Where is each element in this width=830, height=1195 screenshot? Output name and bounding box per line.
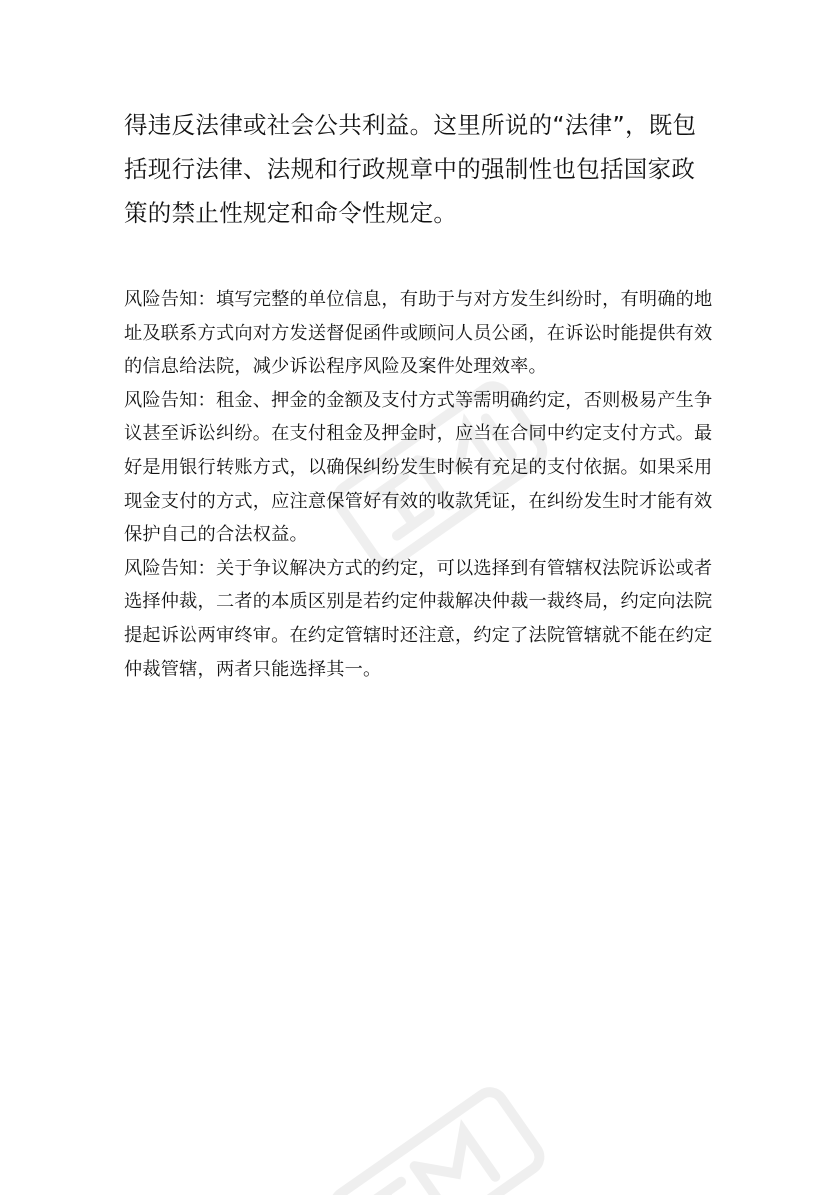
risk-notice-2: 风险告知：租金、押金的金额及支付方式等需明确约定，否则极易产生争议甚至诉讼纠纷。在支付租金及押金时，应当在合同中约定支付方式。最好是用银行转账方式，以确保纠纷发生时候有充足的支付依据。如果采用现金支付的方式，应注意保管好有效的收款凭证，在纠纷发生时才能有效保护自己的合法权益。	[124, 389, 713, 546]
risk-notice-1: 风险告知：填写完整的单位信息，有助于与对方发生纠纷时，有明确的地址及联系方式向对方发送督促函件或顾问人员公函，在诉讼时能提供有效的信息给法院，减少诉讼程序风险及案件处理效率。	[124, 289, 713, 378]
intro-paragraph: 得违反法律或社会公共利益。这里所说的“法律”，既包括现行法律、法规和行政规章中的强制性也包括国家政策的禁止性规定和命令性规定。	[124, 111, 697, 227]
risk-notice-3: 风险告知：关于争议解决方式的约定，可以选择到有管辖权法院诉讼或者选择仲裁，二者的本质区别是若约定仲裁解决仲裁一裁终局，约定向法院提起诉讼两审终审。在约定管辖时还注意，约定了法院管辖就不能在约定仲裁管辖，两者只能选择其一。	[124, 557, 713, 680]
risk-notice-list	[124, 283, 716, 686]
watermark-graphic-bottom	[300, 1075, 580, 1195]
